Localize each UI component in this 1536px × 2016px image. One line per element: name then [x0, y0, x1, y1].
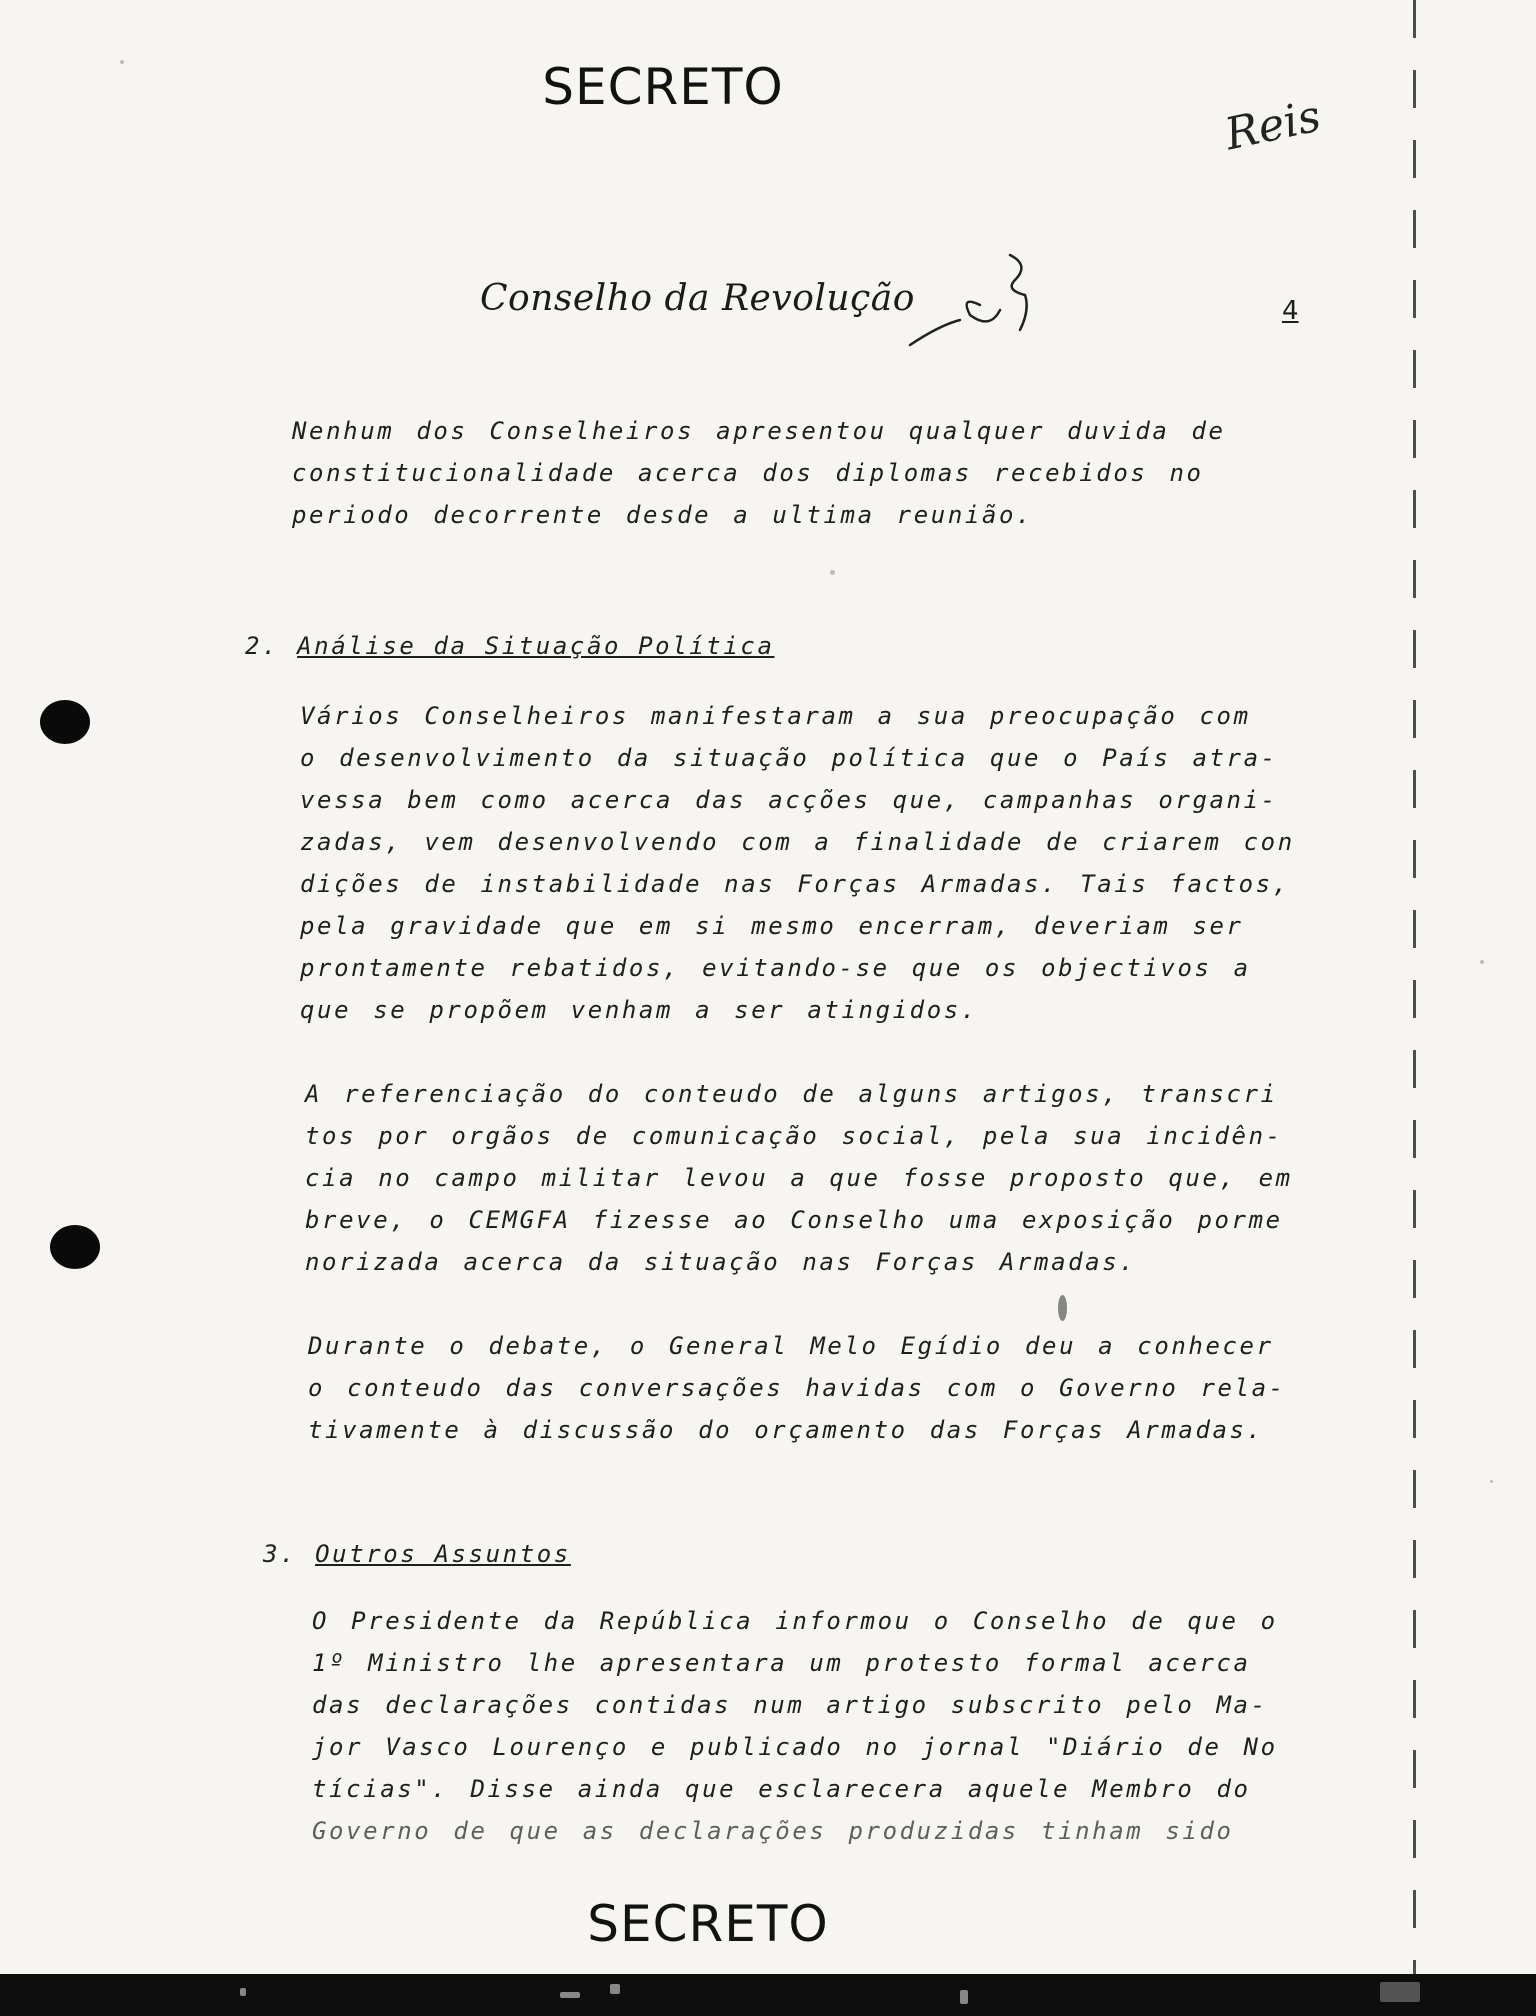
- text-line: Vários Conselheiros manifestaram a sua preocupação com: [300, 702, 1251, 730]
- political-analysis-paragraph-3: [308, 1325, 1286, 1451]
- scan-speck: [1058, 1295, 1067, 1321]
- page-marker: 4: [1282, 296, 1299, 326]
- scan-speck: [1490, 1480, 1493, 1483]
- section-title: Outros Assuntos: [315, 1540, 571, 1568]
- text-line: Governo de que as declarações produzidas tinham sido: [312, 1817, 1234, 1845]
- punch-hole: [40, 700, 90, 744]
- text-line: breve, o CEMGFA fizesse ao Conselho uma exposição porme: [305, 1206, 1283, 1234]
- text-line: tos por orgãos de comunicação social, pela sua incidên-: [305, 1122, 1283, 1150]
- text-line: 1º Ministro lhe apresentara um protesto formal acerca: [312, 1649, 1251, 1677]
- handwritten-initials: Reis: [1220, 90, 1326, 161]
- scan-speck: [1480, 960, 1484, 964]
- text-line: das declarações contidas num artigo subscrito pelo Ma-: [312, 1691, 1268, 1719]
- page-edge-shadow: [1413, 0, 1416, 2016]
- political-analysis-paragraph-2: [305, 1073, 1293, 1283]
- text-line: O Presidente da República informou o Conselho de que o: [312, 1607, 1278, 1635]
- text-line: tivamente à discussão do orçamento das Forças Armadas.: [308, 1416, 1264, 1444]
- text-line: A referenciação do conteudo de alguns artigos, transcri: [305, 1080, 1278, 1108]
- text-line: Nenhum dos Conselheiros apresentou qualquer duvida de: [292, 417, 1226, 445]
- text-line: cia no campo militar levou a que fosse proposto que, em: [305, 1164, 1293, 1192]
- text-line: prontamente rebatidos, evitando-se que os objectivos a: [300, 954, 1251, 982]
- text-line: jor Vasco Lourenço e publicado no jornal "Diário de No: [312, 1733, 1278, 1761]
- scan-bottom-edge: [0, 1974, 1536, 2016]
- handwritten-signature-scribble: [900, 235, 1080, 355]
- text-line: periodo decorrente desde a ultima reunião.: [292, 501, 1034, 529]
- scan-speck: [830, 570, 835, 575]
- text-line: constitucionalidade acerca dos diplomas recebidos no: [292, 459, 1204, 487]
- text-line: o conteudo das conversações havidas com o Governo rela-: [308, 1374, 1286, 1402]
- letterhead-title: Conselho da Revolução: [480, 278, 915, 319]
- political-analysis-paragraph-1: [300, 695, 1295, 1031]
- text-line: pela gravidade que em si mesmo encerram, deveriam ser: [300, 912, 1244, 940]
- section-heading-other-matters: [263, 1540, 571, 1568]
- text-line: o desenvolvimento da situação política que o País atra-: [300, 744, 1278, 772]
- text-line: dições de instabilidade nas Forças Armadas. Tais factos,: [300, 870, 1290, 898]
- section-number: 3.: [263, 1540, 298, 1568]
- classification-stamp-top: SECRETO: [542, 58, 784, 116]
- punch-hole: [50, 1225, 100, 1269]
- other-matters-paragraph-1: [312, 1600, 1278, 1852]
- section-heading-political-analysis: [245, 632, 775, 660]
- text-line: norizada acerca da situação nas Forças Armadas.: [305, 1248, 1137, 1276]
- section-title: Análise da Situação Política: [297, 632, 775, 660]
- classification-stamp-bottom: SECRETO: [587, 1895, 829, 1953]
- text-line: tícias". Disse ainda que esclarecera aquele Membro do: [312, 1775, 1251, 1803]
- text-line: vessa bem como acerca das acções que, campanhas organi-: [300, 786, 1278, 814]
- section-number: 2.: [245, 632, 280, 660]
- text-line: zadas, vem desenvolvendo com a finalidade de criarem con: [300, 828, 1295, 856]
- intro-paragraph: [292, 410, 1226, 536]
- text-line: que se propõem venham a ser atingidos.: [300, 996, 978, 1024]
- text-line: Durante o debate, o General Melo Egídio deu a conhecer: [308, 1332, 1274, 1360]
